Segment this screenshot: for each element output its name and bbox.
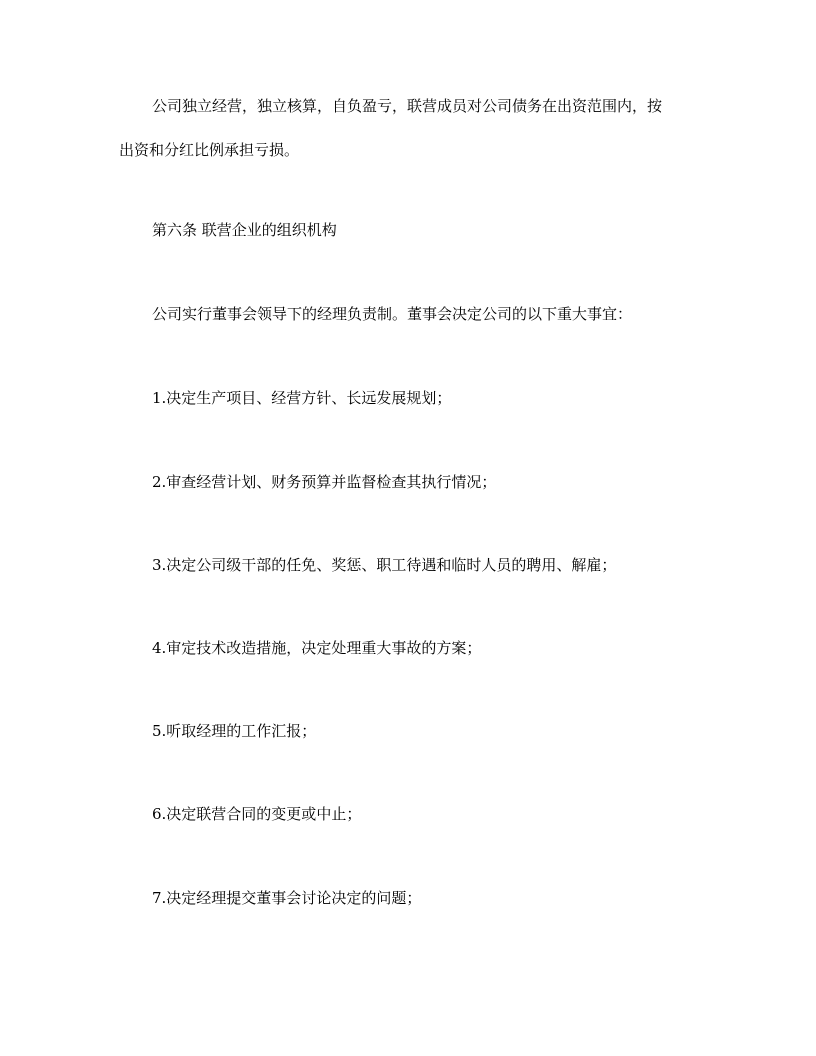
article-heading: 第六条 联营企业的组织机构 bbox=[152, 221, 337, 239]
paragraph-liability-line-1: 公司独立经营，独立核算，自负盈亏，联营成员对公司债务在出资范围内，按 bbox=[152, 97, 663, 115]
list-item-2: 2.审查经营计划、财务预算并监督检查其执行情况； bbox=[152, 473, 497, 491]
list-item-4: 4.审定技术改造措施，决定处理重大事故的方案； bbox=[152, 639, 482, 657]
list-item-7: 7.决定经理提交董事会讨论决定的问题； bbox=[152, 889, 422, 907]
list-item-1: 1.决定生产项目、经营方针、长远发展规划； bbox=[152, 389, 452, 407]
list-item-6: 6.决定联营合同的变更或中止； bbox=[152, 805, 362, 823]
list-item-5: 5.听取经理的工作汇报； bbox=[152, 722, 317, 740]
paragraph-liability-line-2: 出资和分红比例承担亏损。 bbox=[119, 141, 300, 159]
paragraph-board-responsibility: 公司实行董事会领导下的经理负责制。董事会决定公司的以下重大事宜： bbox=[152, 305, 633, 323]
list-item-3: 3.决定公司级干部的任免、奖惩、职工待遇和临时人员的聘用、解雇； bbox=[152, 556, 617, 574]
